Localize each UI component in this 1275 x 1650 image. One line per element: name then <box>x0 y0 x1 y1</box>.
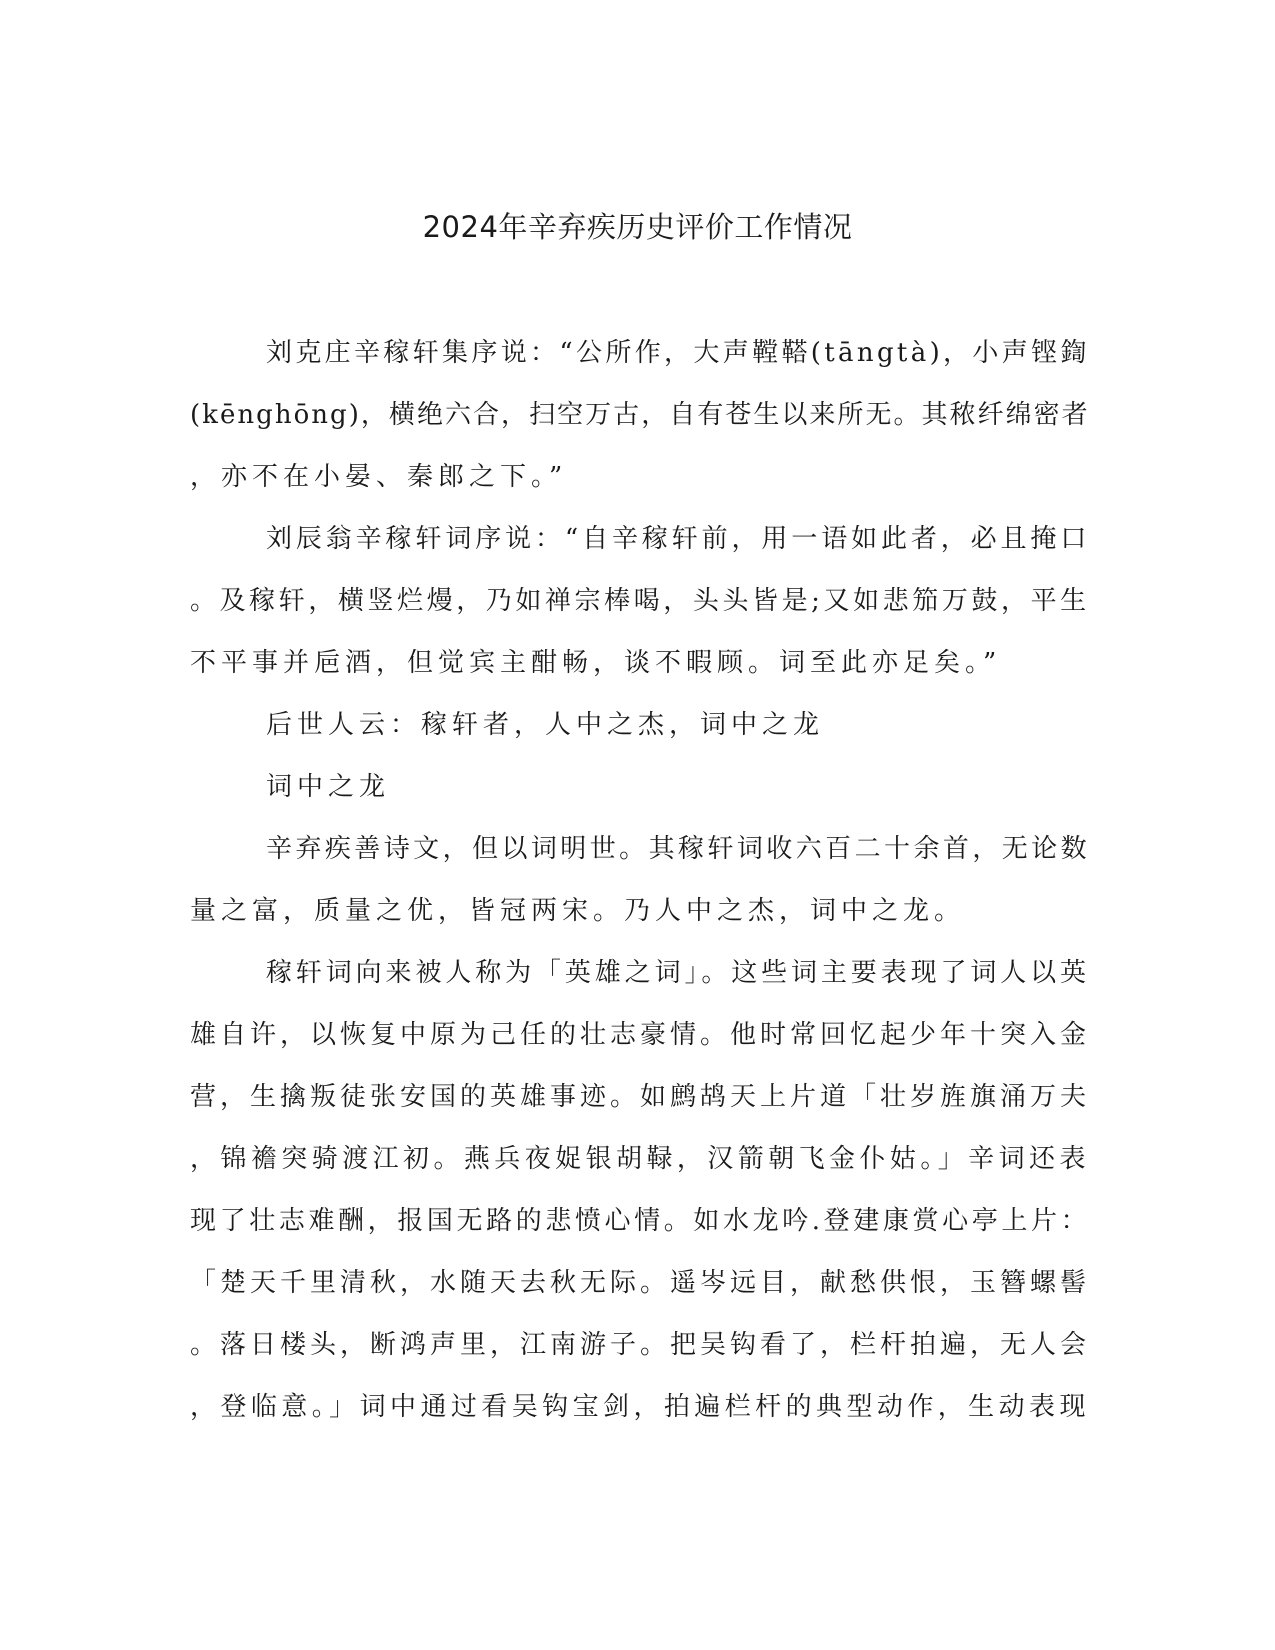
text-line: 营，生擒叛徒张安国的英雄事迹。如鹧鸪天上片道「壮岁旌旗涌万夫 <box>190 1082 1091 1112</box>
text-line: 。落日楼头，断鸿声里，江南游子。把吴钩看了，栏杆拍遍，无人会 <box>190 1330 1091 1360</box>
text-line: 刘克庄辛稼轩集序说：“公所作，大声鞺鞳(tāngtà)，小声铿鍧 <box>266 338 1090 368</box>
text-line: 雄自许，以恢复中原为己任的壮志豪情。他时常回忆起少年十突入金 <box>190 1020 1091 1050</box>
text-line: 量之富，质量之优，皆冠两宋。乃人中之杰，词中之龙。 <box>190 896 966 926</box>
text-line: (kēnghōng)，横绝六合，扫空万古，自有苍生以来所无。其秾纤绵密者 <box>190 400 1090 430</box>
text-line: 稼轩词向来被人称为「英雄之词」。这些词主要表现了词人以英 <box>266 958 1090 988</box>
text-line: ，登临意。」词中通过看吴钩宝剑，拍遍栏杆的典型动作，生动表现 <box>190 1392 1090 1422</box>
text-line: ，锦襜突骑渡江初。燕兵夜娖银胡䩮，汉箭朝飞金仆姑。」辛词还表 <box>190 1144 1090 1174</box>
document-body <box>190 322 1090 1438</box>
text-line: 词中之龙 <box>266 772 391 802</box>
text-line: ，亦不在小晏、秦郎之下。” <box>190 462 568 492</box>
text-line: 辛弃疾善诗文，但以词明世。其稼轩词收六百二十余首，无论数 <box>266 834 1091 864</box>
document-title: 2024年辛弃疾历史评价工作情况 <box>422 210 853 244</box>
text-line: 刘辰翁辛稼轩词序说：“自辛稼轩前，用一语如此者，必且掩口 <box>266 524 1091 554</box>
text-line: 不平事并巵酒，但觉宾主酣畅，谈不暇顾。词至此亦足矣。” <box>190 648 1002 678</box>
text-line: 。及稼轩，横竖烂熳，乃如禅宗棒喝，头头皆是;又如悲笳万鼓，平生 <box>190 586 1090 616</box>
text-line: 现了壮志难酬，报国无路的悲愤心情。如水龙吟.登建康赏心亭上片： <box>190 1206 1091 1236</box>
text-line: 后世人云：稼轩者，人中之杰，词中之龙 <box>266 710 825 740</box>
text-line: 「楚天千里清秋，水随天去秋无际。遥岑远目，献愁供恨，玉簪螺髻 <box>190 1268 1091 1298</box>
